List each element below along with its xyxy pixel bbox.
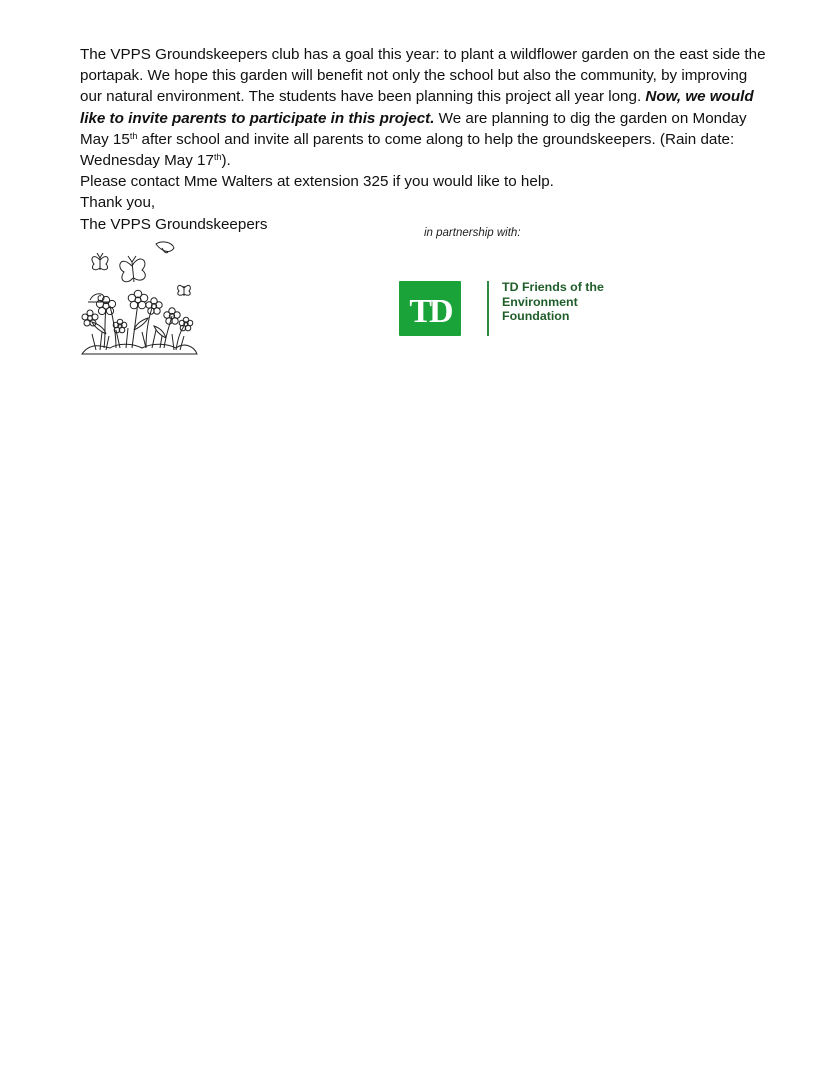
sponsor-name-line: TD Friends of the: [502, 280, 604, 294]
letter-paragraph: [80, 44, 770, 171]
closing-line: Thank you,: [80, 194, 156, 212]
ordinal-suffix: th: [213, 152, 222, 163]
flowers-and-butterflies-icon: [76, 238, 202, 366]
paragraph-text-rain-date: after school and invite all parents to come along to help the groundskeepers. (Rain date: Wednesday May 17: [80, 130, 735, 170]
signature-line: The VPPS Groundskeepers: [80, 215, 268, 233]
paragraph-text-end: ).: [221, 152, 231, 170]
partnership-label: in partnership with:: [424, 227, 521, 239]
ordinal-suffix: th: [129, 130, 138, 141]
td-logo: [399, 281, 461, 336]
sponsor-name-line: Environment: [502, 294, 578, 309]
sponsor-name-line: Foundation: [502, 309, 570, 324]
contact-line: Please contact Mme Walters at extension 325 if you would like to help.: [80, 173, 554, 191]
td-logo-icon: [399, 281, 461, 336]
paragraph-text-intro: The VPPS Groundskeepers club has a goal this year: to plant a wildflower garden on the east side the portapak. We hope this garden will benefit not only the school but also the community, by improving our natural environment. The students have been planning this project all year long.: [80, 46, 766, 106]
logo-divider: [487, 281, 489, 336]
td-logo-letters: TD: [409, 293, 451, 330]
sponsor-name: [502, 280, 652, 324]
paragraph-text-dig-date: We are planning to dig the garden on Monday May 15: [80, 109, 747, 148]
letter-body: [80, 44, 770, 235]
paragraph-text-invitation: Now, we would like to invite parents to participate in this project.: [80, 88, 754, 127]
